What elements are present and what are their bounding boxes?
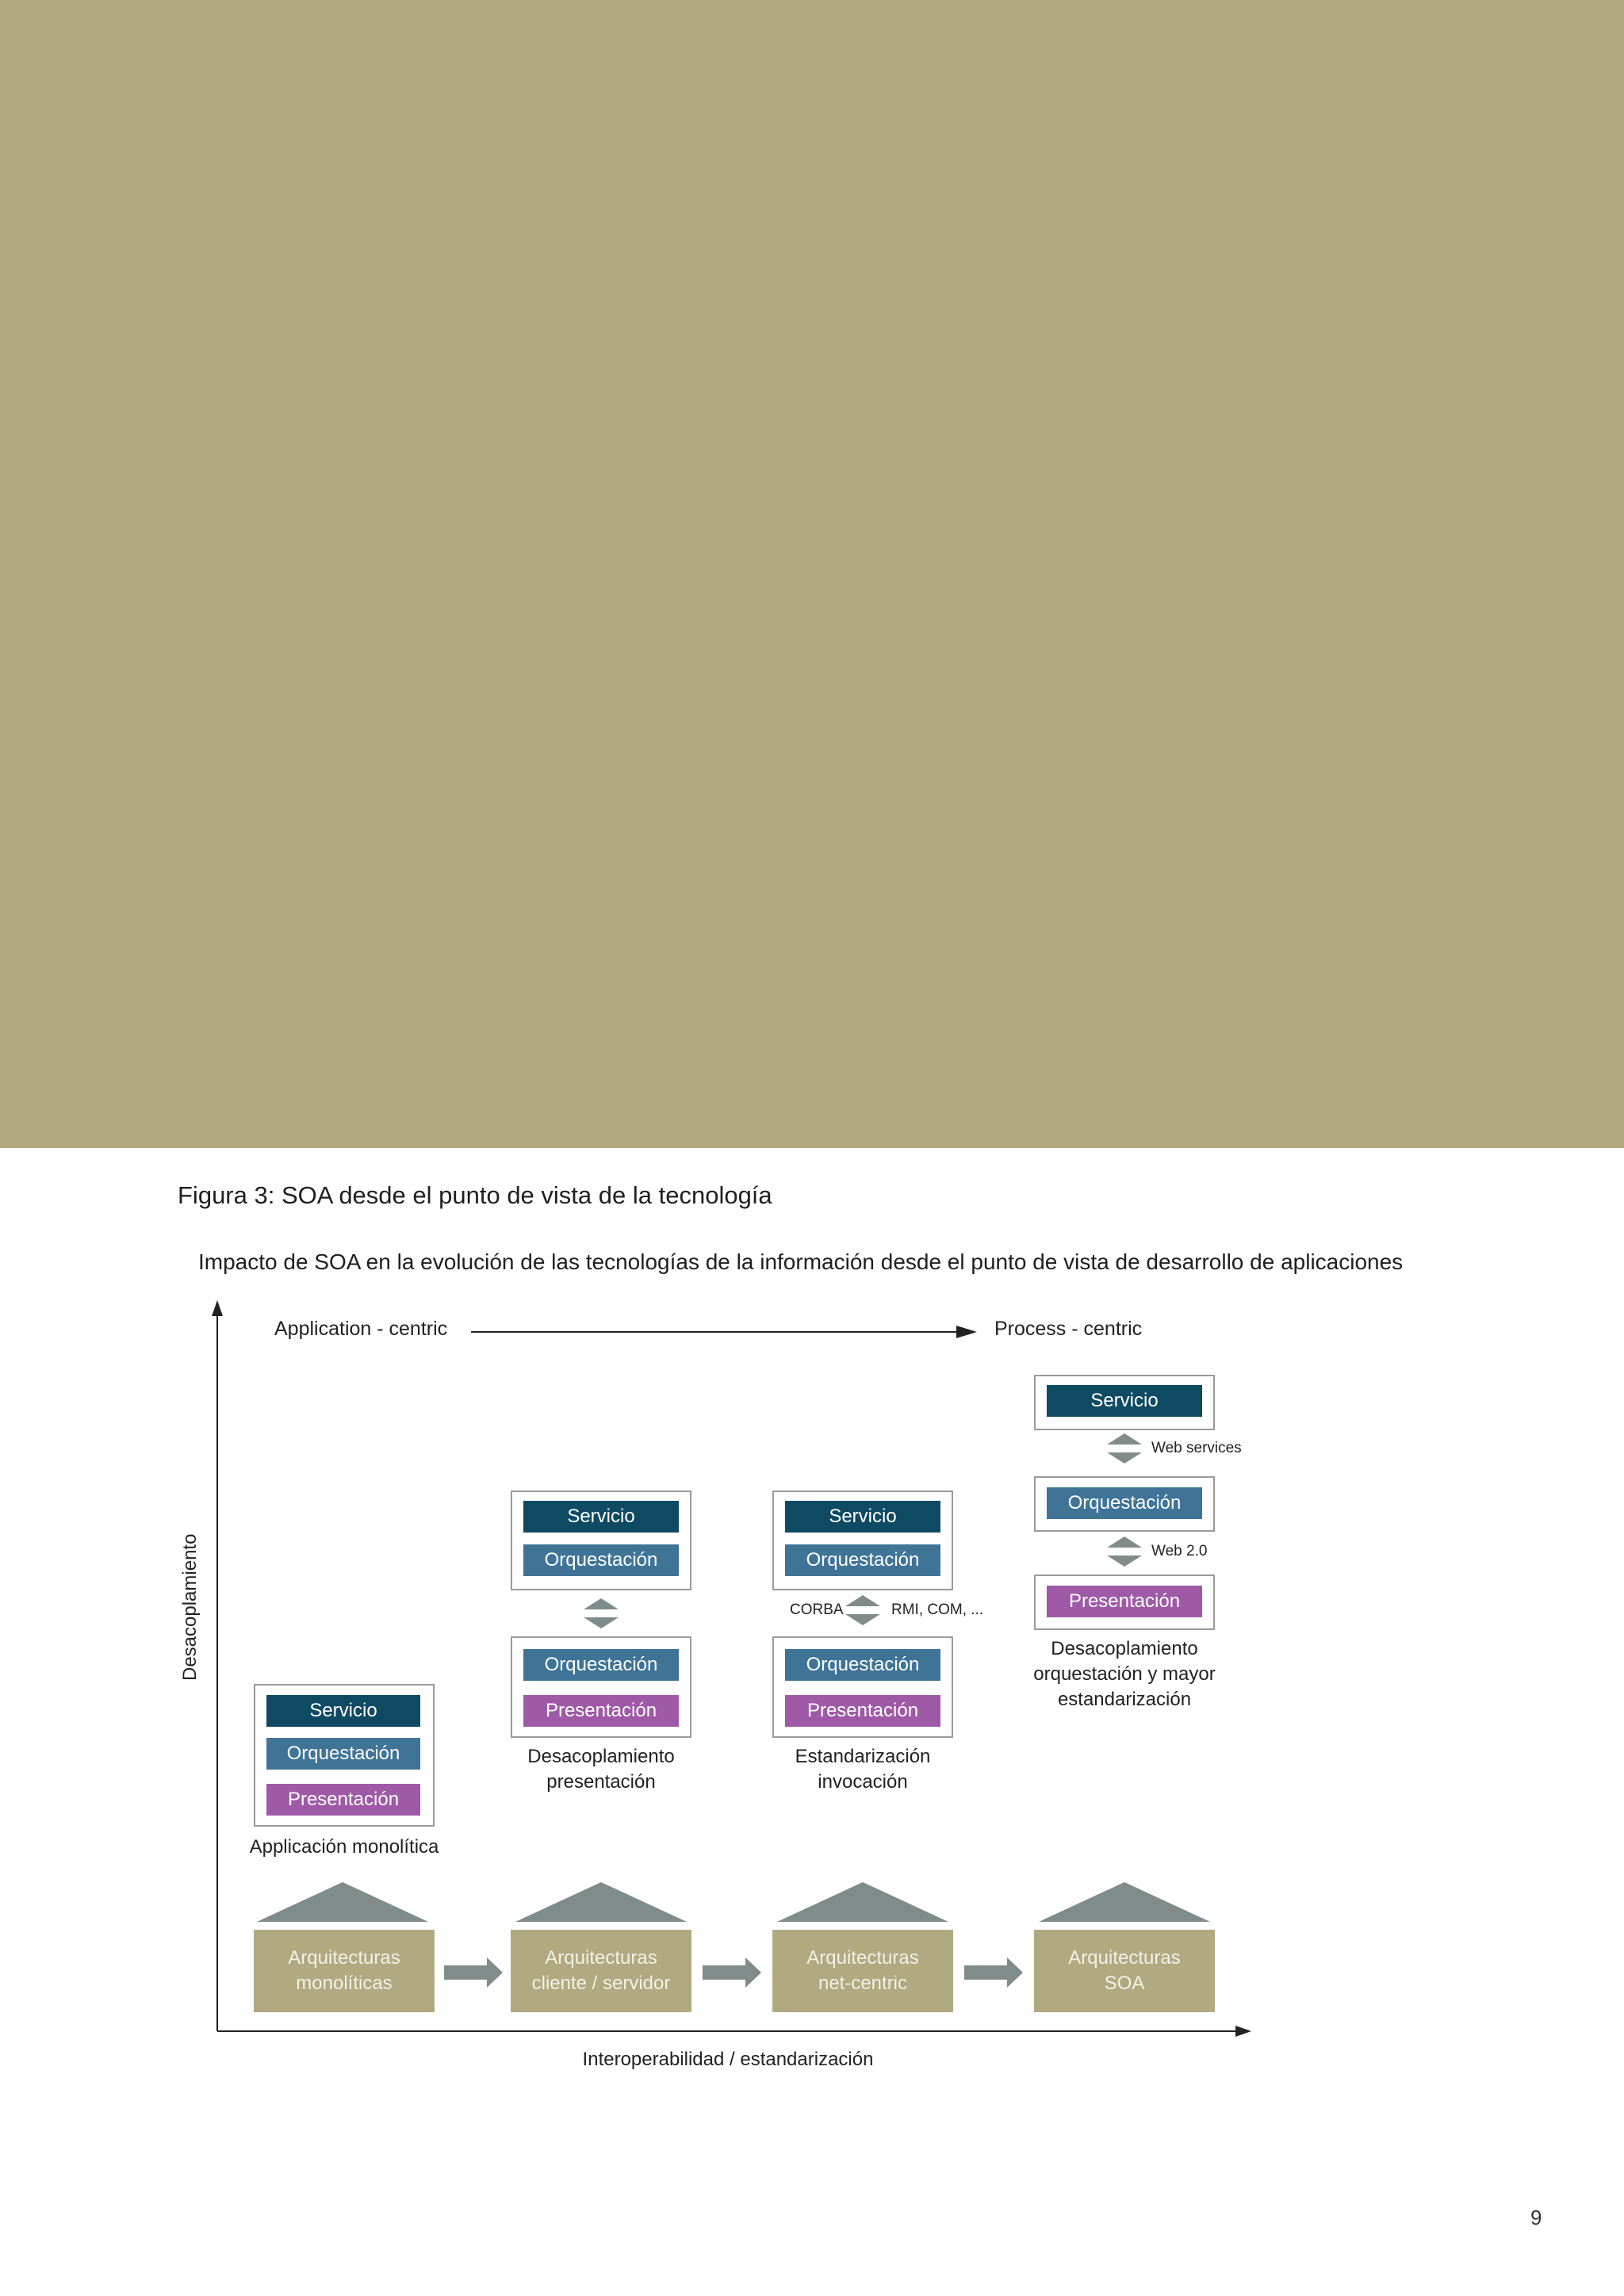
stage3-caption-line1: Estandarización xyxy=(795,1746,931,1767)
figure-title: Figura 3: SOA desde el punto de vista de la tecnología xyxy=(178,1181,772,1209)
stage1-presentacion-bar: Presentación xyxy=(266,1784,420,1816)
stage2-servicio-bar: Servicio xyxy=(523,1501,679,1533)
block-arrow-3 xyxy=(964,1957,1023,1988)
stage3-caption xyxy=(795,1744,931,1795)
double-arrow-web-services xyxy=(1107,1433,1142,1464)
stage2-caption xyxy=(527,1744,674,1795)
arch-box-net-centric xyxy=(772,1930,953,2012)
stage3-orquestacion-bar: Orquestación xyxy=(785,1544,940,1576)
stage1-orquestacion-bar: Orquestación xyxy=(266,1738,420,1770)
roof-triangle-2 xyxy=(515,1882,687,1922)
stage4-orquestacion-bar: Orquestación xyxy=(1047,1487,1202,1519)
figure-subtitle: Impacto de SOA en la evolución de las tecnologías de la información desde el punto de vista de desarrollo de aplicaciones xyxy=(198,1249,1404,1274)
stage4-caption xyxy=(1033,1636,1215,1712)
rmi-com-label: RMI, COM, ... xyxy=(891,1601,984,1618)
roof-triangle-3 xyxy=(777,1882,948,1922)
stage3-servicio-bar: Servicio xyxy=(785,1501,940,1533)
arch-box-soa xyxy=(1034,1930,1215,2012)
x-axis-label: Interoperabilidad / estandarización xyxy=(582,2049,874,2070)
arch-1-line2: monolíticas xyxy=(296,1973,393,1994)
web-services-label: Web services xyxy=(1151,1440,1242,1456)
stage3-lower-orquestacion-bar: Orquestación xyxy=(785,1649,940,1681)
arch-1-line1: Arquitecturas xyxy=(288,1947,400,1969)
stage2-caption-line1: Desacoplamiento xyxy=(527,1746,675,1767)
stage3-presentacion-bar: Presentación xyxy=(785,1695,940,1727)
arch-3-line1: Arquitecturas xyxy=(806,1947,919,1969)
block-arrow-1 xyxy=(444,1957,503,1988)
stage1-servicio-bar: Servicio xyxy=(266,1695,420,1727)
stage1-caption: Applicación monolítica xyxy=(249,1836,439,1858)
stage2-presentacion-bar: Presentación xyxy=(523,1695,679,1727)
stage4-servicio-bar: Servicio xyxy=(1047,1385,1202,1417)
double-arrow-web20 xyxy=(1107,1536,1142,1567)
arch-4-line1: Arquitecturas xyxy=(1068,1947,1181,1969)
stage2-orquestacion-bar: Orquestación xyxy=(523,1544,679,1576)
arch-2-line2: cliente / servidor xyxy=(531,1973,671,1994)
arch-box-cliente-servidor xyxy=(511,1930,691,2012)
arch-4-line2: SOA xyxy=(1104,1973,1145,1994)
arch-3-line2: net-centric xyxy=(818,1973,908,1994)
stage4-presentacion-bar: Presentación xyxy=(1047,1586,1202,1617)
y-axis-label: Desacoplamiento xyxy=(179,1533,201,1681)
corba-label: CORBA xyxy=(790,1601,844,1618)
application-centric-label: Application - centric xyxy=(274,1318,448,1340)
double-arrow-stage2 xyxy=(584,1598,619,1628)
stage4-caption-line1: Desacoplamiento xyxy=(1051,1638,1198,1659)
block-arrow-2 xyxy=(703,1957,761,1988)
centric-arrowhead xyxy=(956,1326,977,1338)
x-axis-arrowhead xyxy=(1235,2026,1251,2037)
roof-triangle-1 xyxy=(257,1882,428,1922)
double-arrow-stage3 xyxy=(845,1595,880,1625)
stage2-caption-line2: presentación xyxy=(546,1771,656,1793)
arch-2-line1: Arquitecturas xyxy=(545,1947,657,1969)
stage4-caption-line2: orquestación y mayor xyxy=(1033,1663,1216,1685)
stage3-caption-line2: invocación xyxy=(818,1771,908,1793)
page-number: 9 xyxy=(1530,2206,1542,2229)
y-axis-arrowhead xyxy=(212,1300,223,1316)
arch-box-monoliticas xyxy=(254,1930,435,2012)
roof-triangle-4 xyxy=(1039,1882,1210,1922)
stage2-lower-orquestacion-bar: Orquestación xyxy=(523,1649,679,1681)
stage4-caption-line3: estandarización xyxy=(1057,1689,1192,1710)
process-centric-label: Process - centric xyxy=(994,1318,1143,1340)
web20-label: Web 2.0 xyxy=(1151,1543,1208,1559)
